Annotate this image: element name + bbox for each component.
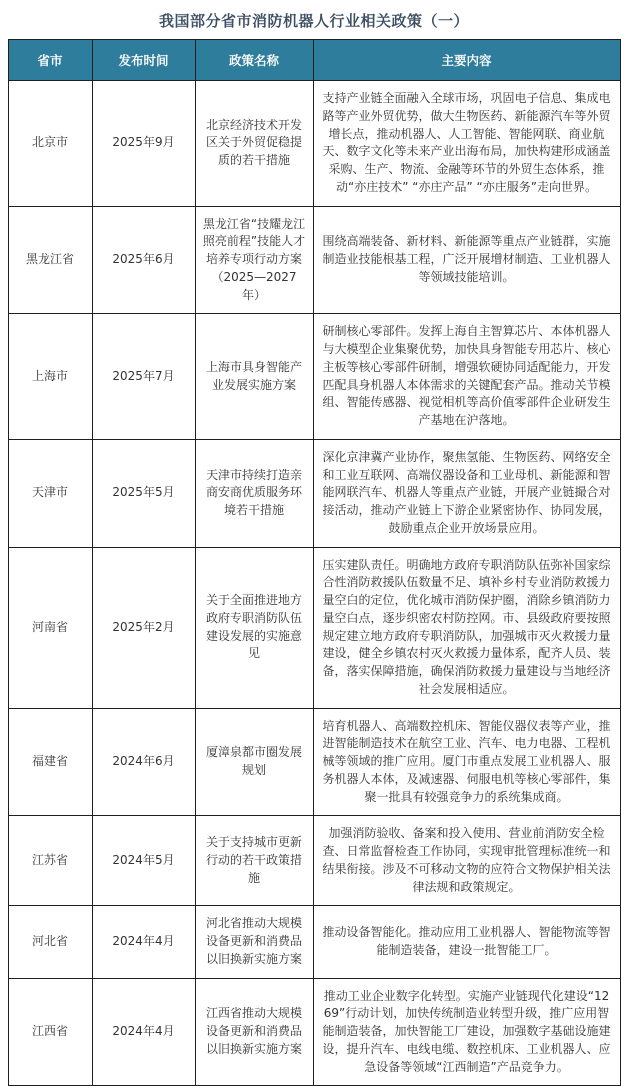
cell-date: 2025年5月 [92,439,195,547]
cell-date: 2024年4月 [92,906,195,978]
cell-main-content: 研制核心零部件。发挥上海自主智算芯片、本体机器人与大模型企业集聚优势，加快具身智能专用芯片、核心主板等核心零部件研制，增强软硬协同适配能力，开发匹配具身机器人本体需求的关键配套产品。推动关节模组、智能传感器、视觉相机等高价值零部件企业研发生产基地在沪落地。 [313,314,620,440]
page-title: 我国部分省市消防机器人行业相关政策（一） [158,12,469,30]
cell-date: 2024年5月 [92,816,195,906]
column-header-policy: 政策名称 [195,40,313,81]
policies-table [8,39,621,1086]
cell-date: 2025年7月 [92,314,195,440]
cell-policy-name: 关于全面推进地方政府专职消防队伍建设发展的实施意见 [195,547,313,708]
table-row [8,81,620,207]
cell-main-content: 围绕高端装备、新材料、新能源等重点产业链群，实施制造业技能根基工程，广泛开展增材制造、工业机器人等领域技能培训。 [313,206,620,314]
header-row [8,40,620,81]
cell-province: 江西省 [8,978,92,1086]
cell-province: 天津市 [8,439,92,547]
table-row [8,206,620,314]
cell-policy-name: 天津市持续打造亲商安商优质服务环境若干措施 [195,439,313,547]
cell-main-content: 培育机器人、高端数控机床、智能仪器仪表等产业，推进智能制造技术在航空工业、汽车、电力电器、工程机械等领域的推广应用。厦门市重点发展工业机器人、服务机器人本体，及减速器、伺服电机等核心零部件，集聚一批具有较强竞争力的系统集成商。 [313,708,620,816]
table-row [8,547,620,708]
cell-main-content: 压实建队责任。明确地方政府专职消防队伍弥补国家综合性消防救援队伍数量不足、填补乡村专业消防救援力量空白的定位，优化城市消防保护圈，消除乡镇消防力量空白点，逐步织密农村防控网。市、县级政府要按照规定建立地方政府专职消防队，加强城市灭火救援力量建设，健全乡镇农村灭火救援力量体系，配齐人员、装备，落实保障措施，确保消防救援力量建设与当地经济社会发展相适应。 [313,547,620,708]
cell-policy-name: 厦漳泉都市圈发展规划 [195,708,313,816]
cell-policy-name: 黑龙江省“技耀龙江 照亮前程”技能人才培养专项行动方案（2025—2027年） [195,206,313,314]
cell-main-content: 推动工业企业数字化转型。实施产业链现代化建设“1269”行动计划，加快传统制造业转型升级，推广应用智能制造装备，加快智能工厂建设，加强数字基础设施建设，提升汽车、电线电缆、数控机床、工业机器人、应急设备等领域“江西制造”产品竞争力。 [313,978,620,1086]
table-row [8,708,620,816]
cell-province: 河南省 [8,547,92,708]
column-header-date: 发布时间 [92,40,195,81]
table-row [8,314,620,440]
cell-policy-name: 江西省推动大规模设备更新和消费品以旧换新实施方案 [195,978,313,1086]
table-row [8,906,620,978]
cell-province: 福建省 [8,708,92,816]
column-header-content: 主要内容 [313,40,620,81]
cell-date: 2024年6月 [92,708,195,816]
table-row [8,439,620,547]
cell-policy-name: 上海市具身智能产业发展实施方案 [195,314,313,440]
cell-province: 江苏省 [8,816,92,906]
cell-date: 2024年4月 [92,978,195,1086]
cell-policy-name: 河北省推动大规模设备更新和消费品以旧换新实施方案 [195,906,313,978]
cell-province: 北京市 [8,81,92,207]
cell-date: 2025年9月 [92,81,195,207]
cell-date: 2025年2月 [92,547,195,708]
cell-province: 上海市 [8,314,92,440]
cell-main-content: 加强消防验收、备案和投入使用、营业前消防安全检查、日常监督检查工作协同，实现审批管理标准统一和结果衔接。涉及不可移动文物的应符合文物保护相关法律法规和政策规定。 [313,816,620,906]
cell-province: 黑龙江省 [8,206,92,314]
cell-main-content: 支持产业链全面融入全球市场，巩固电子信息、集成电路等产业外贸优势，做大生物医药、新能源汽车等外贸增长点，推动机器人、人工智能、智能网联、商业航天、数字文化等未来产业出海布局，加快构建形成涵盖采购、生产、物流、金融等环节的外贸生态体系，推动“亦庄技术” “亦庄产品” “亦庄服务”走向世界。 [313,81,620,207]
column-header-province: 省市 [8,40,92,81]
cell-main-content: 推动设备智能化。推动应用工业机器人、智能物流等智能制造装备，建设一批智能工厂。 [313,906,620,978]
cell-policy-name: 关于支持城市更新行动的若干政策措施 [195,816,313,906]
cell-policy-name: 北京经济技术开发区关于外贸促稳提质的若干措施 [195,81,313,207]
cell-main-content: 深化京津冀产业协作，聚焦氢能、生物医药、网络安全和工业互联网、高端仪器设备和工业母机、新能源和智能网联汽车、机器人等重点产业链，开展产业链撮合对接活动，推动产业链上下游企业紧密协作、协同发展，鼓励重点企业开放场景应用。 [313,439,620,547]
table-row [8,978,620,1086]
table-row [8,816,620,906]
cell-date: 2025年6月 [92,206,195,314]
cell-province: 河北省 [8,906,92,978]
